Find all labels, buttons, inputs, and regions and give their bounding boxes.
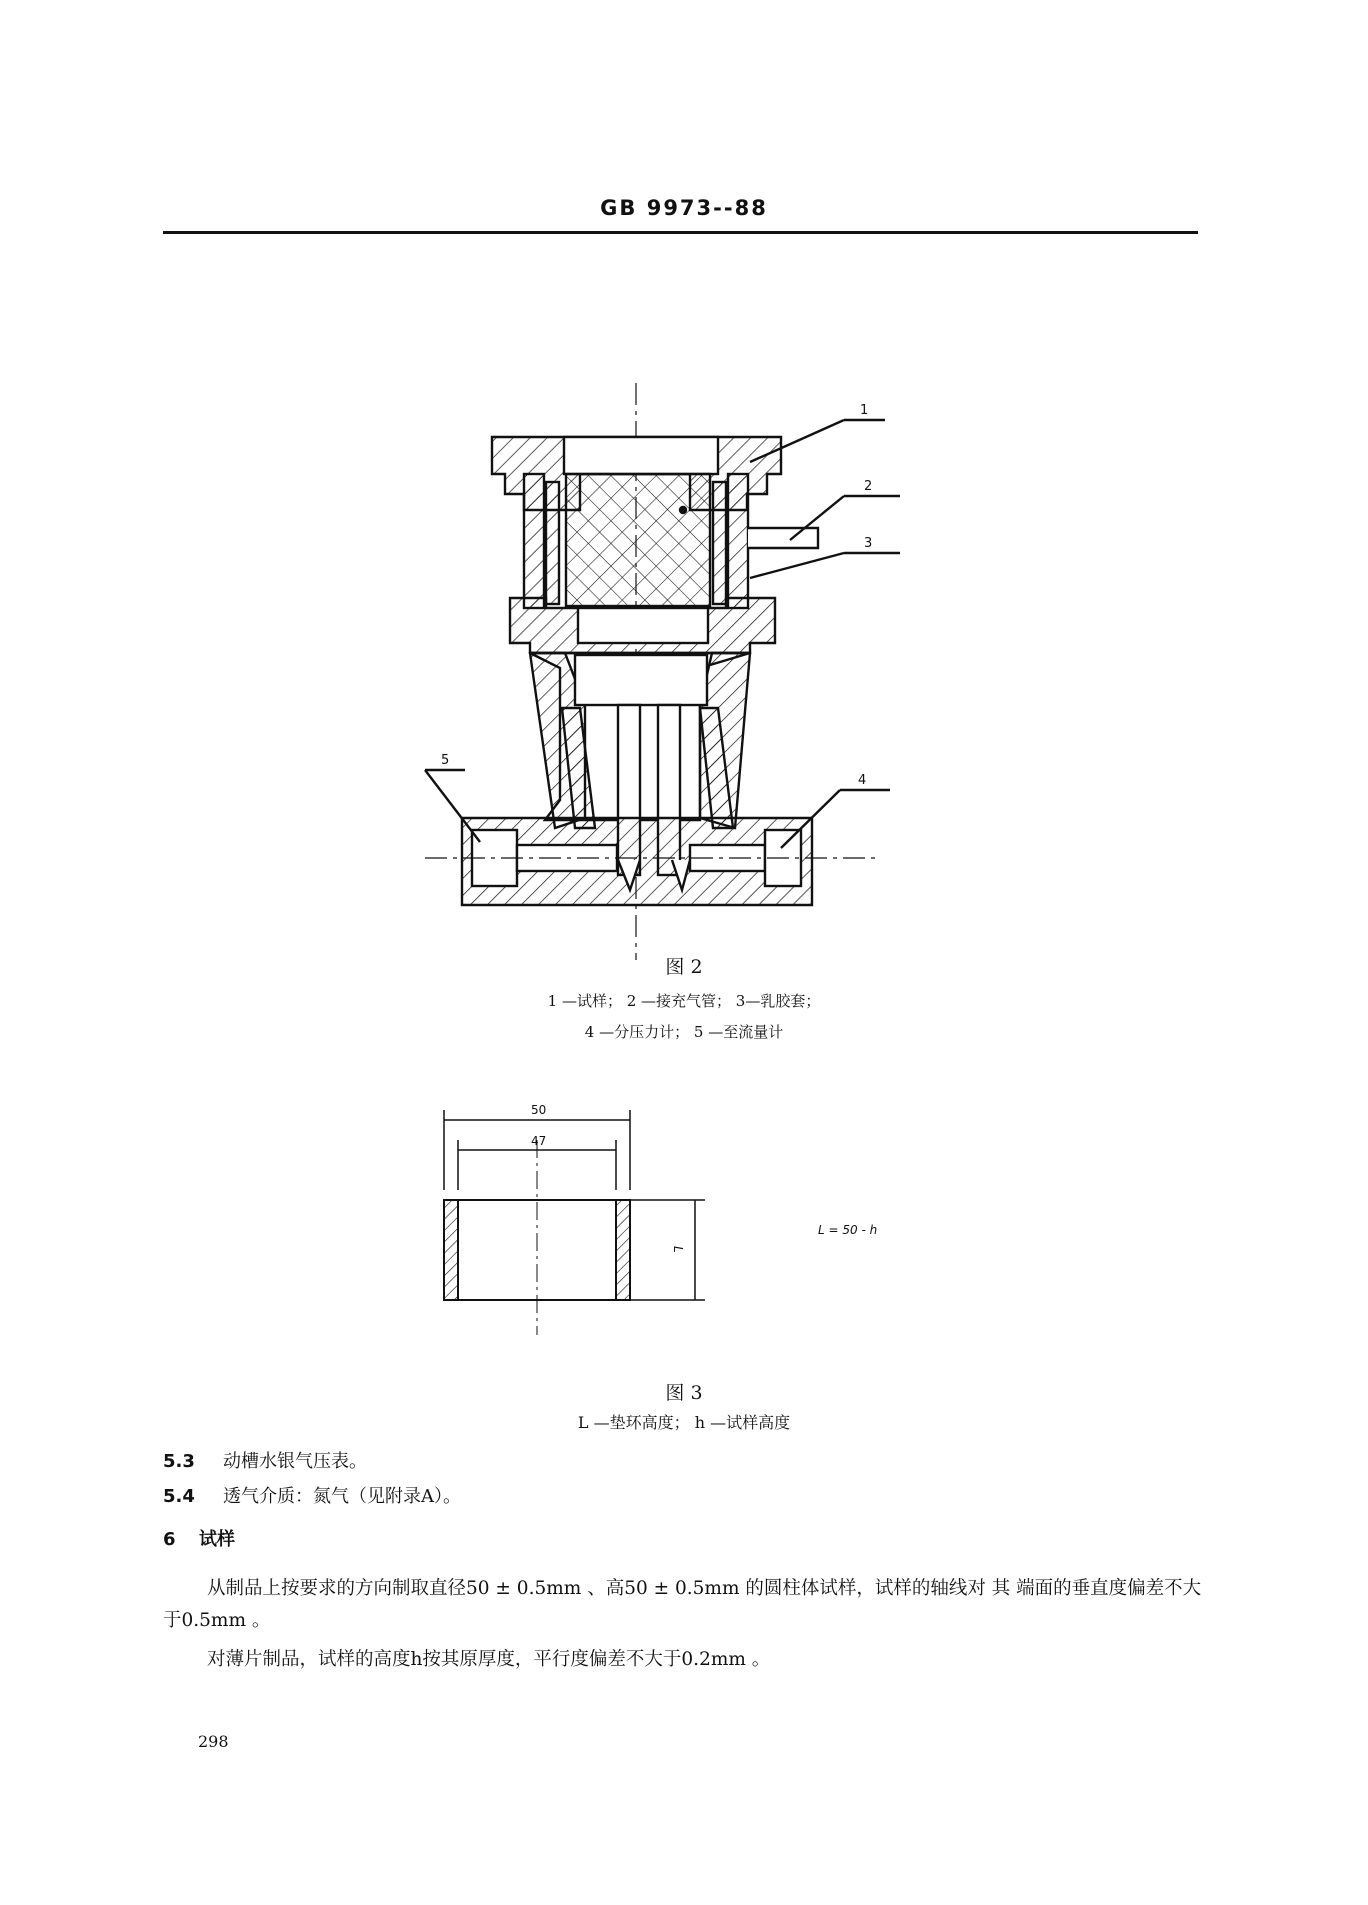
figure-3-title: 图 3: [665, 1382, 703, 1404]
ring-height-formula: L = 50 - h: [818, 1223, 878, 1237]
callout-4: 4: [858, 773, 867, 788]
figure-2-legend-line-2: 4 —分压力计； 5 —至流量计: [584, 1023, 784, 1041]
figure-2-title: 图 2: [665, 956, 703, 978]
section-5-4-text: 透气介质：氮气（见附录A）。: [223, 1486, 461, 1507]
dim-height-label: L: [671, 1246, 685, 1253]
specimen-paragraph-1: 从制品上按要求的方向制取直径50 ± 0.5mm 、高50 ± 0.5mm 的圆柱体试样，试样的轴线对 其 端面的垂直度偏差不大于0.5mm 。: [163, 1578, 1202, 1631]
callout-3: 3: [864, 536, 873, 551]
callout-5: 5: [441, 753, 450, 768]
section-5-4: [163, 1482, 461, 1508]
section-6-number: 6: [163, 1529, 176, 1550]
specimen-paragraph-2: 对薄片制品，试样的高度h按其原厚度，平行度偏差不大于0.2mm 。: [207, 1649, 771, 1670]
figure-2-legend-line-1: 1 —试样； 2 —接充气管； 3—乳胶套；: [547, 992, 821, 1010]
section-6-title: 试样: [199, 1529, 235, 1550]
section-5-3-number: 5.3: [163, 1451, 195, 1472]
callout-2: 2: [864, 479, 873, 494]
section-5-3: [163, 1447, 367, 1473]
section-6-heading: [163, 1525, 235, 1551]
dim-outer-diameter: 50: [531, 1103, 547, 1117]
dim-inner-diameter: 47: [531, 1134, 547, 1148]
standard-header: GB 9973--88: [600, 196, 768, 220]
section-5-3-text: 动槽水银气压表。: [223, 1451, 367, 1472]
figure-3-legend: L —垫环高度； h —试样高度: [577, 1413, 791, 1432]
section-5-4-number: 5.4: [163, 1486, 195, 1507]
page-number: 298: [198, 1732, 229, 1751]
callout-1: 1: [860, 403, 869, 418]
